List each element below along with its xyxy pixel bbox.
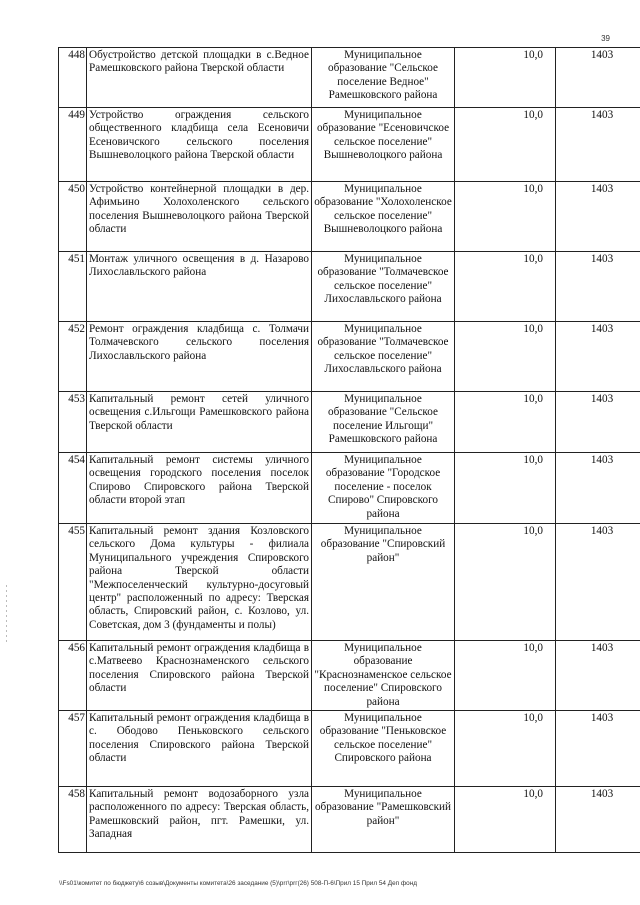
row-amount: 10,0	[455, 711, 556, 787]
row-budget-code: 1403	[556, 252, 640, 322]
row-number: 452	[59, 322, 87, 392]
row-amount: 10,0	[455, 108, 556, 182]
row-municipality: Муниципальное образование "Пеньковское сельское поселение" Спировского района	[312, 711, 455, 787]
table-row	[59, 711, 640, 787]
row-number: 457	[59, 711, 87, 787]
row-amount: 10,0	[455, 322, 556, 392]
row-budget-code: 1403	[556, 108, 640, 182]
row-number: 455	[59, 524, 87, 641]
row-budget-code: 1403	[556, 453, 640, 524]
row-budget-code: 1403	[556, 711, 640, 787]
row-municipality: Муниципальное образование "Рамешковский район"	[312, 787, 455, 853]
row-project-name: Капитальный ремонт водозаборного узла расположенного по адресу: Тверская область, Рамешковский район, пгт. Рамешки, ул. Западная	[87, 787, 312, 853]
row-number: 458	[59, 787, 87, 853]
scan-edge-mark	[6, 585, 7, 645]
row-budget-code: 1403	[556, 182, 640, 252]
row-amount: 10,0	[455, 787, 556, 853]
row-project-name: Капитальный ремонт здания Козловского сельского Дома культуры - филиала Муниципального учреждения Спировского района Тверской области "Межпоселенческий культурно-досуговый центр" расположенный по адресу: Тверская область, Спировский район, с. Козлово, ул. Советская, дом 3 (фундаменты и полы)	[87, 524, 312, 641]
table-row	[59, 641, 640, 711]
table-row	[59, 252, 640, 322]
row-budget-code: 1403	[556, 787, 640, 853]
row-municipality: Муниципальное образование "Толмачевское сельское поселение" Лихославльского района	[312, 322, 455, 392]
row-number: 453	[59, 392, 87, 453]
row-number: 450	[59, 182, 87, 252]
row-budget-code: 1403	[556, 48, 640, 108]
row-number: 451	[59, 252, 87, 322]
table-row	[59, 182, 640, 252]
row-amount: 10,0	[455, 48, 556, 108]
row-municipality: Муниципальное образование "Городское поселение - поселок Спирово" Спировского района	[312, 453, 455, 524]
row-number: 456	[59, 641, 87, 711]
table-row	[59, 453, 640, 524]
page-number: 39	[601, 34, 610, 43]
row-project-name: Монтаж уличного освещения в д. Назарово Лихославльского района	[87, 252, 312, 322]
row-amount: 10,0	[455, 252, 556, 322]
table-body	[59, 48, 640, 853]
row-budget-code: 1403	[556, 392, 640, 453]
row-municipality: Муниципальное образование "Сельское поселение Ведное" Рамешковского района	[312, 48, 455, 108]
row-municipality: Муниципальное образование "Спировский район"	[312, 524, 455, 641]
table-row	[59, 322, 640, 392]
table-row	[59, 787, 640, 853]
table-row	[59, 392, 640, 453]
row-budget-code: 1403	[556, 641, 640, 711]
row-municipality: Муниципальное образование "Есеновичское сельское поселение" Вышневолоцкого района	[312, 108, 455, 182]
row-number: 454	[59, 453, 87, 524]
footer-file-path: \\Fs01\комитет по бюджету\6 созыв\Документы комитета\26 заседание (5)\prг\prг(26) 508-П-6\Прил 15 Прил 54 Деп фонд	[59, 880, 417, 887]
row-amount: 10,0	[455, 392, 556, 453]
row-amount: 10,0	[455, 182, 556, 252]
row-number: 449	[59, 108, 87, 182]
row-amount: 10,0	[455, 641, 556, 711]
row-project-name: Капитальный ремонт ограждения кладбища в с. Ободово Пеньковского сельского поселения Спировского района Тверской области	[87, 711, 312, 787]
row-project-name: Обустройство детской площадки в с.Ведное Рамешковского района Тверской области	[87, 48, 312, 108]
row-municipality: Муниципальное образование "Краснознаменское сельское поселение" Спировского района	[312, 641, 455, 711]
row-municipality: Муниципальное образование "Холохоленское сельское поселение" Вышневолоцкого района	[312, 182, 455, 252]
row-project-name: Капитальный ремонт сетей уличного освещения с.Ильгощи Рамешковского района Тверской области	[87, 392, 312, 453]
table-row	[59, 524, 640, 641]
row-budget-code: 1403	[556, 322, 640, 392]
table-row	[59, 108, 640, 182]
row-project-name: Устройство ограждения сельского общественного кладбища села Есеновичи Есеновичского сельского поселения Вышневолоцкого района Тверской области	[87, 108, 312, 182]
row-amount: 10,0	[455, 453, 556, 524]
row-project-name: Ремонт ограждения кладбища с. Толмачи Толмачевского сельского поселения Лихославльского района	[87, 322, 312, 392]
table-row	[59, 48, 640, 108]
row-municipality: Муниципальное образование "Толмачевское сельское поселение" Лихославльского района	[312, 252, 455, 322]
row-project-name: Устройство контейнерной площадки в дер. Афимьино Холохоленского сельского поселения Вышневолоцкого района Тверской области	[87, 182, 312, 252]
row-number: 448	[59, 48, 87, 108]
funding-table	[58, 47, 640, 853]
row-project-name: Капитальный ремонт ограждения кладбища в с.Матвеево Краснознаменского сельского поселения Спировского района Тверской области	[87, 641, 312, 711]
row-budget-code: 1403	[556, 524, 640, 641]
row-municipality: Муниципальное образование "Сельское поселение Ильгощи" Рамешковского района	[312, 392, 455, 453]
row-amount: 10,0	[455, 524, 556, 641]
row-project-name: Капитальный ремонт системы уличного освещения городского поселения поселок Спирово Спировского района Тверской области второй этап	[87, 453, 312, 524]
